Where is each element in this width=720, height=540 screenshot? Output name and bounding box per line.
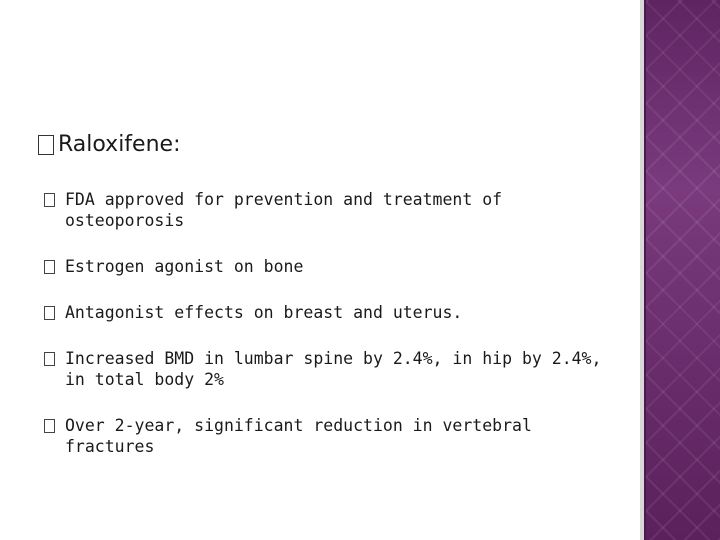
list-item xyxy=(44,415,604,457)
bullet-text: Antagonist effects on breast and uterus. xyxy=(65,303,463,322)
list-item xyxy=(44,302,604,323)
bullet-list xyxy=(44,189,604,457)
list-item xyxy=(44,348,604,390)
bullet-icon xyxy=(44,306,55,320)
decorative-side-panel xyxy=(640,0,720,540)
bullet-text: Estrogen agonist on bone xyxy=(65,257,304,276)
heading-text: Raloxifene: xyxy=(58,132,181,157)
bullet-text: FDA approved for prevention and treatment of osteoporosis xyxy=(65,190,503,230)
bullet-text: Increased BMD in lumbar spine by 2.4%, in hip by 2.4%, in total body 2% xyxy=(65,349,602,389)
bullet-icon xyxy=(44,193,55,207)
bullet-icon xyxy=(44,260,55,274)
list-item xyxy=(44,256,604,277)
bullet-icon xyxy=(44,352,55,366)
bullet-text: Over 2-year, significant reduction in vertebral fractures xyxy=(65,416,532,456)
list-item xyxy=(44,189,604,231)
heading-bullet-icon xyxy=(38,135,54,155)
slide-heading xyxy=(38,132,180,158)
bullet-icon xyxy=(44,419,55,433)
